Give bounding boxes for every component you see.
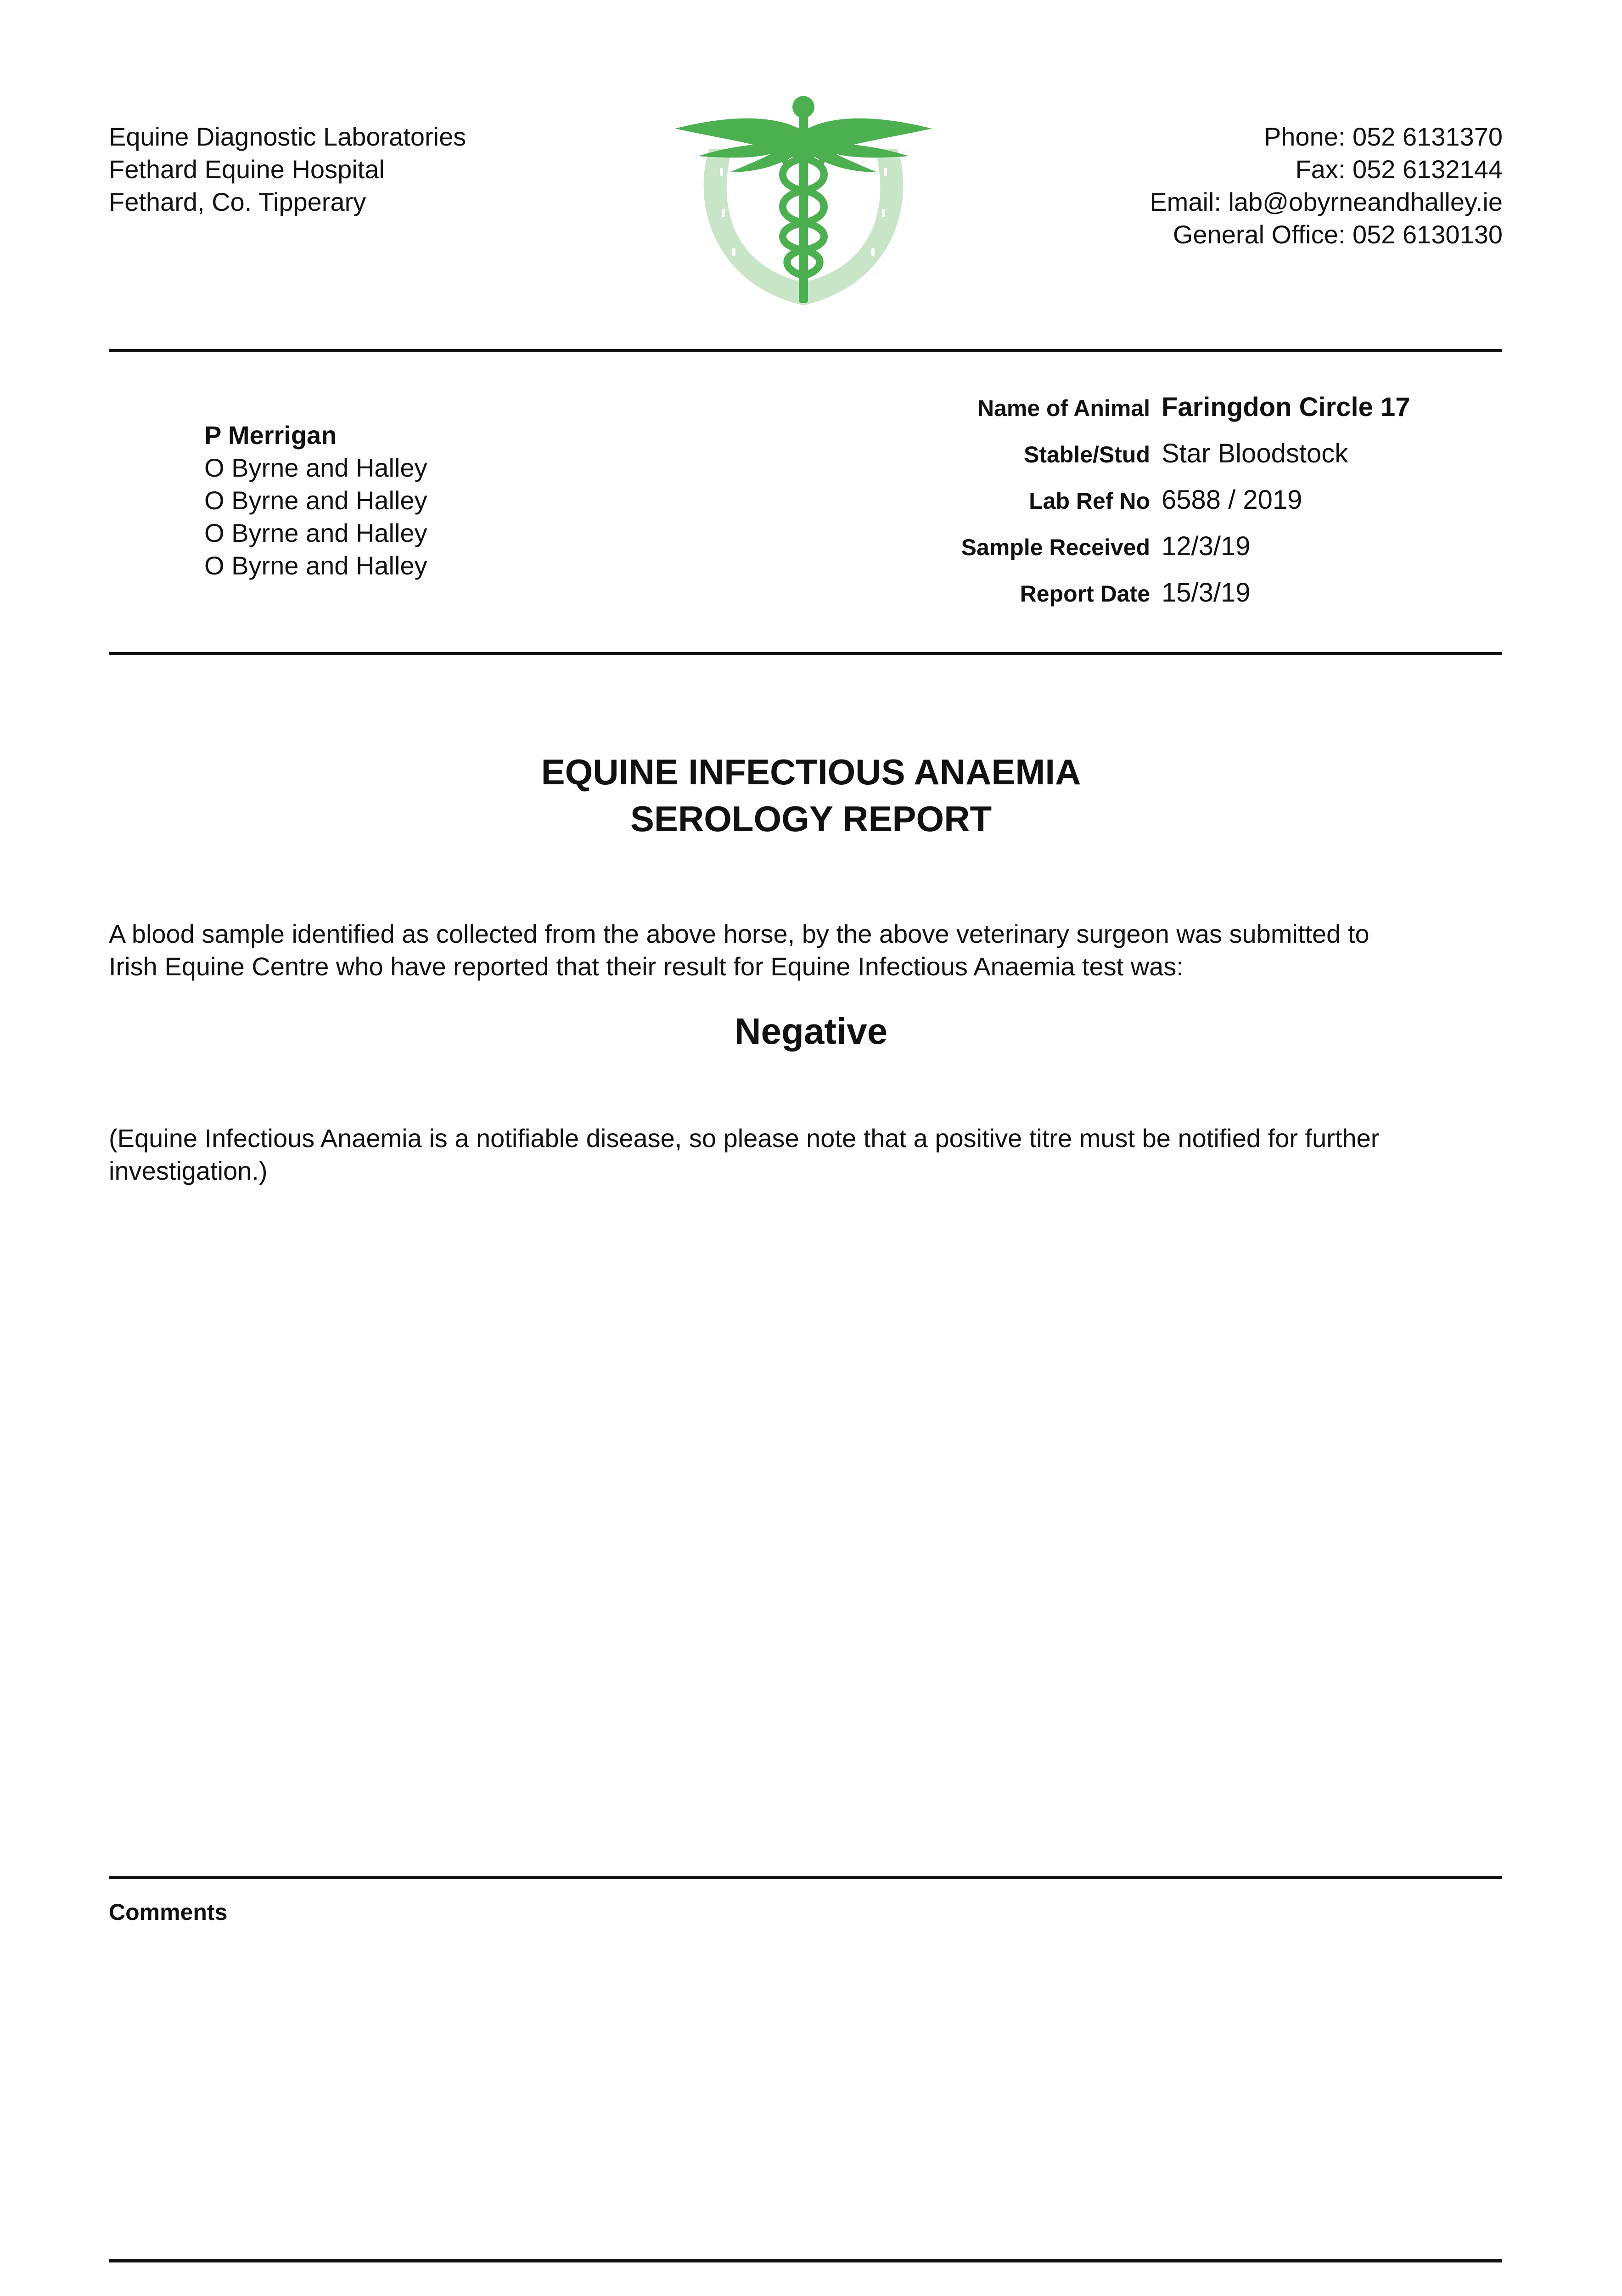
labref-value: 6588 / 2019 (1162, 485, 1302, 515)
lab-hospital: Fethard Equine Hospital (109, 155, 385, 184)
report-title (0, 748, 1622, 842)
detail-row-stable (780, 438, 1410, 484)
report-note (109, 1122, 1532, 1187)
comments-label: Comments (109, 1899, 228, 1925)
report-intro-line: Irish Equine Centre who have reported that their result for Equine Infectious Anaemia test was: (109, 952, 1184, 981)
detail-label: Sample Received (961, 535, 1150, 560)
report-title-line: SEROLOGY REPORT (630, 799, 992, 839)
contact-phone: Phone: 052 6131370 (1263, 122, 1503, 151)
recipient-line: O Byrne and Halley (204, 518, 427, 547)
stable-value: Star Bloodstock (1162, 439, 1348, 468)
detail-row-received (780, 531, 1410, 577)
details-divider (109, 652, 1502, 655)
report-intro (109, 917, 1532, 983)
recipient-line: O Byrne and Halley (204, 551, 427, 580)
lab-address (109, 120, 466, 218)
report-date-value: 15/3/19 (1162, 578, 1251, 608)
detail-label: Name of Animal (977, 395, 1150, 421)
header-divider (109, 349, 1502, 352)
animal-name: Faringdon Circle 17 (1162, 392, 1410, 422)
report-intro-line: A blood sample identified as collected from the above horse, by the above veterinary surgeon was submitted to (109, 919, 1369, 948)
detail-label: Stable/Stud (1023, 442, 1150, 467)
contact-info (1150, 120, 1503, 251)
recipient-name: P Merrigan (204, 421, 337, 450)
detail-row-labref (780, 484, 1410, 531)
lab-location: Fethard, Co. Tipperary (109, 187, 366, 216)
detail-label: Lab Ref No (1029, 488, 1150, 514)
recipient-block (204, 419, 427, 582)
caduceus-horseshoe-logo-icon (666, 90, 941, 319)
recipient-line: O Byrne and Halley (204, 453, 427, 482)
lab-name: Equine Diagnostic Laboratories (109, 122, 466, 151)
detail-row-report-date (780, 577, 1410, 624)
sample-details (780, 392, 1410, 624)
comments-divider (109, 1876, 1502, 1879)
recipient-line: O Byrne and Halley (204, 486, 427, 515)
detail-row-animal (780, 392, 1410, 438)
report-title-line: EQUINE INFECTIOUS ANAEMIA (541, 752, 1081, 792)
detail-label: Report Date (1020, 581, 1150, 607)
report-note-line: (Equine Infectious Anaemia is a notifiable disease, so please note that a positive titre must be notified for further (109, 1124, 1380, 1153)
test-result: Negative (734, 1011, 888, 1052)
footer-divider (109, 2259, 1502, 2262)
contact-fax: Fax: 052 6132144 (1295, 155, 1503, 184)
contact-email: Email: lab@obyrneandhalley.ie (1150, 187, 1503, 216)
report-note-line: investigation.) (109, 1156, 268, 1185)
received-value: 12/3/19 (1162, 531, 1251, 561)
contact-office: General Office: 052 6130130 (1173, 220, 1503, 249)
